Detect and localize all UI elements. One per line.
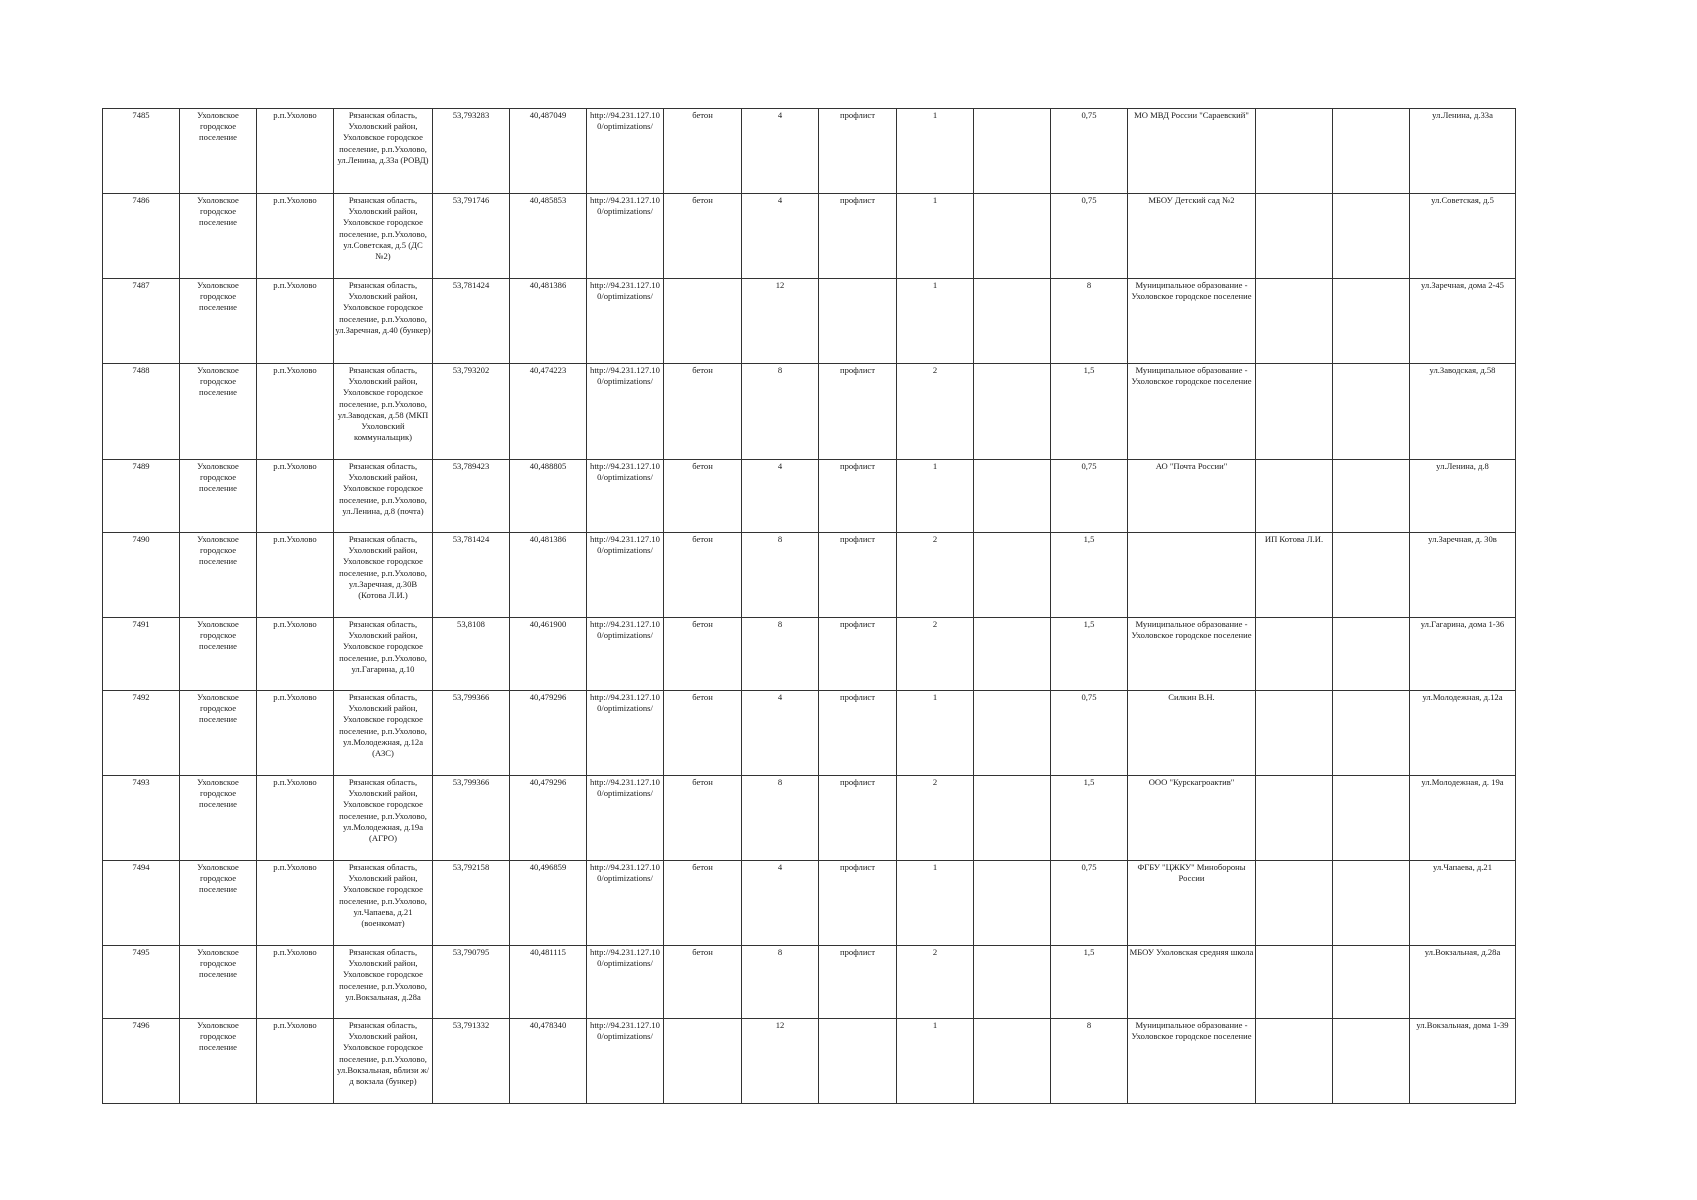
cell-settlement: Ухоловское городское поселение bbox=[180, 618, 257, 691]
cell-locality: р.п.Ухолово bbox=[257, 776, 334, 861]
cell-owner: Муниципальное образование - Ухоловское городское поселение bbox=[1128, 279, 1256, 364]
cell-owner: Муниципальное образование - Ухоловское городское поселение bbox=[1128, 1019, 1256, 1104]
cell-base-material: бетон bbox=[664, 109, 742, 194]
cell-latitude: 53,799366 bbox=[433, 691, 510, 776]
cell-containers: 1 bbox=[897, 691, 974, 776]
cell-owner: АО "Почта России" bbox=[1128, 460, 1256, 533]
cell-longitude: 40,474223 bbox=[510, 364, 587, 460]
table-row bbox=[103, 618, 1516, 691]
cell-sources: ул.Ленина, д.8 bbox=[1410, 460, 1516, 533]
cell-col-14 bbox=[1256, 279, 1333, 364]
cell-col-15 bbox=[1333, 364, 1410, 460]
cell-link: http://94.231.127.100/optimizations/ bbox=[587, 691, 664, 776]
cell-number: 7485 bbox=[103, 109, 180, 194]
cell-col-11 bbox=[974, 1019, 1051, 1104]
table-row bbox=[103, 533, 1516, 618]
cell-col-15 bbox=[1333, 691, 1410, 776]
cell-volume: 0,75 bbox=[1051, 194, 1128, 279]
cell-containers: 1 bbox=[897, 460, 974, 533]
cell-col-14 bbox=[1256, 691, 1333, 776]
cell-col-15 bbox=[1333, 194, 1410, 279]
cell-volume: 8 bbox=[1051, 1019, 1128, 1104]
cell-link: http://94.231.127.100/optimizations/ bbox=[587, 776, 664, 861]
cell-base-material: бетон bbox=[664, 618, 742, 691]
cell-containers: 1 bbox=[897, 279, 974, 364]
cell-containers: 1 bbox=[897, 109, 974, 194]
cell-longitude: 40,496859 bbox=[510, 861, 587, 946]
cell-locality: р.п.Ухолово bbox=[257, 194, 334, 279]
cell-volume: 1,5 bbox=[1051, 946, 1128, 1019]
cell-fence-material: профлист bbox=[819, 861, 897, 946]
cell-address: Рязанская область, Ухоловский район, Ухоловское городское поселение, р.п.Ухолово, ул.Гагарина, д.10 bbox=[334, 618, 433, 691]
cell-settlement: Ухоловское городское поселение bbox=[180, 861, 257, 946]
cell-col-15 bbox=[1333, 1019, 1410, 1104]
cell-col-14 bbox=[1256, 460, 1333, 533]
cell-fence-material bbox=[819, 1019, 897, 1104]
cell-col-14 bbox=[1256, 946, 1333, 1019]
cell-link: http://94.231.127.100/optimizations/ bbox=[587, 364, 664, 460]
cell-settlement: Ухоловское городское поселение bbox=[180, 460, 257, 533]
cell-number: 7489 bbox=[103, 460, 180, 533]
cell-fence-material: профлист bbox=[819, 691, 897, 776]
cell-latitude: 53,789423 bbox=[433, 460, 510, 533]
cell-volume: 1,5 bbox=[1051, 533, 1128, 618]
cell-col-14 bbox=[1256, 861, 1333, 946]
cell-number: 7486 bbox=[103, 194, 180, 279]
cell-sources: ул.Гагарина, дома 1-36 bbox=[1410, 618, 1516, 691]
cell-containers: 2 bbox=[897, 776, 974, 861]
cell-col-11 bbox=[974, 109, 1051, 194]
cell-area: 4 bbox=[742, 460, 819, 533]
cell-base-material: бетон bbox=[664, 194, 742, 279]
cell-area: 8 bbox=[742, 776, 819, 861]
cell-address: Рязанская область, Ухоловский район, Ухоловское городское поселение, р.п.Ухолово, ул.Заводская, д.58 (МКП Ухоловский коммунальщик) bbox=[334, 364, 433, 460]
table-row bbox=[103, 279, 1516, 364]
cell-base-material: бетон bbox=[664, 776, 742, 861]
cell-address: Рязанская область, Ухоловский район, Ухоловское городское поселение, р.п.Ухолово, ул.Вокзальная, вблизи ж/д вокзала (бункер) bbox=[334, 1019, 433, 1104]
cell-sources: ул.Чапаева, д.21 bbox=[1410, 861, 1516, 946]
cell-col-11 bbox=[974, 618, 1051, 691]
cell-number: 7488 bbox=[103, 364, 180, 460]
cell-fence-material: профлист bbox=[819, 533, 897, 618]
cell-address: Рязанская область, Ухоловский район, Ухоловское городское поселение, р.п.Ухолово, ул.Заречная, д.30В (Котова Л.И.) bbox=[334, 533, 433, 618]
cell-col-14: ИП Котова Л.И. bbox=[1256, 533, 1333, 618]
cell-locality: р.п.Ухолово bbox=[257, 618, 334, 691]
cell-latitude: 53,8108 bbox=[433, 618, 510, 691]
cell-latitude: 53,793283 bbox=[433, 109, 510, 194]
cell-col-15 bbox=[1333, 861, 1410, 946]
cell-col-11 bbox=[974, 279, 1051, 364]
cell-number: 7496 bbox=[103, 1019, 180, 1104]
cell-area: 4 bbox=[742, 194, 819, 279]
cell-latitude: 53,781424 bbox=[433, 279, 510, 364]
cell-settlement: Ухоловское городское поселение bbox=[180, 776, 257, 861]
cell-col-11 bbox=[974, 691, 1051, 776]
cell-fence-material: профлист bbox=[819, 776, 897, 861]
cell-locality: р.п.Ухолово bbox=[257, 691, 334, 776]
cell-number: 7492 bbox=[103, 691, 180, 776]
cell-longitude: 40,478340 bbox=[510, 1019, 587, 1104]
cell-containers: 1 bbox=[897, 1019, 974, 1104]
cell-address: Рязанская область, Ухоловский район, Ухоловское городское поселение, р.п.Ухолово, ул.Чапаева, д.21 (военкомат) bbox=[334, 861, 433, 946]
cell-containers: 2 bbox=[897, 618, 974, 691]
cell-link: http://94.231.127.100/optimizations/ bbox=[587, 861, 664, 946]
cell-base-material: бетон bbox=[664, 946, 742, 1019]
cell-containers: 1 bbox=[897, 194, 974, 279]
cell-volume: 0,75 bbox=[1051, 861, 1128, 946]
cell-settlement: Ухоловское городское поселение bbox=[180, 279, 257, 364]
cell-volume: 1,5 bbox=[1051, 618, 1128, 691]
cell-col-14 bbox=[1256, 1019, 1333, 1104]
cell-base-material: бетон bbox=[664, 691, 742, 776]
cell-longitude: 40,488805 bbox=[510, 460, 587, 533]
cell-volume: 0,75 bbox=[1051, 460, 1128, 533]
cell-col-11 bbox=[974, 533, 1051, 618]
cell-locality: р.п.Ухолово bbox=[257, 460, 334, 533]
cell-sources: ул.Молодежная, д.12а bbox=[1410, 691, 1516, 776]
cell-area: 8 bbox=[742, 946, 819, 1019]
cell-latitude: 53,790795 bbox=[433, 946, 510, 1019]
cell-col-11 bbox=[974, 861, 1051, 946]
cell-area: 8 bbox=[742, 533, 819, 618]
cell-col-14 bbox=[1256, 776, 1333, 861]
cell-latitude: 53,791746 bbox=[433, 194, 510, 279]
cell-volume: 0,75 bbox=[1051, 109, 1128, 194]
cell-settlement: Ухоловское городское поселение bbox=[180, 946, 257, 1019]
table-row bbox=[103, 776, 1516, 861]
cell-longitude: 40,487049 bbox=[510, 109, 587, 194]
table-row bbox=[103, 109, 1516, 194]
cell-sources: ул.Вокзальная, дома 1-39 bbox=[1410, 1019, 1516, 1104]
cell-fence-material: профлист bbox=[819, 618, 897, 691]
cell-locality: р.п.Ухолово bbox=[257, 946, 334, 1019]
table-row bbox=[103, 946, 1516, 1019]
cell-latitude: 53,799366 bbox=[433, 776, 510, 861]
cell-area: 8 bbox=[742, 618, 819, 691]
cell-containers: 2 bbox=[897, 364, 974, 460]
cell-base-material: бетон bbox=[664, 460, 742, 533]
cell-sources: ул.Заречная, дома 2-45 bbox=[1410, 279, 1516, 364]
cell-col-11 bbox=[974, 194, 1051, 279]
cell-settlement: Ухоловское городское поселение bbox=[180, 109, 257, 194]
cell-col-14 bbox=[1256, 618, 1333, 691]
cell-owner: ФГБУ "ЦЖКУ" Минобороны России bbox=[1128, 861, 1256, 946]
cell-longitude: 40,485853 bbox=[510, 194, 587, 279]
cell-locality: р.п.Ухолово bbox=[257, 533, 334, 618]
cell-sources: ул.Заречная, д. 30в bbox=[1410, 533, 1516, 618]
cell-col-11 bbox=[974, 364, 1051, 460]
cell-link: http://94.231.127.100/optimizations/ bbox=[587, 533, 664, 618]
cell-owner bbox=[1128, 533, 1256, 618]
cell-area: 4 bbox=[742, 109, 819, 194]
cell-col-14 bbox=[1256, 364, 1333, 460]
cell-col-15 bbox=[1333, 776, 1410, 861]
cell-longitude: 40,479296 bbox=[510, 776, 587, 861]
cell-locality: р.п.Ухолово bbox=[257, 364, 334, 460]
cell-latitude: 53,791332 bbox=[433, 1019, 510, 1104]
cell-volume: 1,5 bbox=[1051, 776, 1128, 861]
cell-settlement: Ухоловское городское поселение bbox=[180, 1019, 257, 1104]
table-row bbox=[103, 194, 1516, 279]
cell-link: http://94.231.127.100/optimizations/ bbox=[587, 618, 664, 691]
cell-address: Рязанская область, Ухоловский район, Ухоловское городское поселение, р.п.Ухолово, ул.Вокзальная, д.28а bbox=[334, 946, 433, 1019]
cell-col-15 bbox=[1333, 460, 1410, 533]
cell-owner: МО МВД России "Сараевский" bbox=[1128, 109, 1256, 194]
cell-number: 7493 bbox=[103, 776, 180, 861]
cell-owner: Муниципальное образование - Ухоловское городское поселение bbox=[1128, 618, 1256, 691]
cell-link: http://94.231.127.100/optimizations/ bbox=[587, 1019, 664, 1104]
table-row bbox=[103, 861, 1516, 946]
cell-sources: ул.Заводская, д.58 bbox=[1410, 364, 1516, 460]
cell-longitude: 40,481115 bbox=[510, 946, 587, 1019]
cell-latitude: 53,793202 bbox=[433, 364, 510, 460]
cell-longitude: 40,461900 bbox=[510, 618, 587, 691]
cell-settlement: Ухоловское городское поселение bbox=[180, 364, 257, 460]
cell-fence-material: профлист bbox=[819, 460, 897, 533]
cell-base-material: бетон bbox=[664, 533, 742, 618]
cell-settlement: Ухоловское городское поселение bbox=[180, 691, 257, 776]
cell-volume: 8 bbox=[1051, 279, 1128, 364]
cell-longitude: 40,481386 bbox=[510, 533, 587, 618]
cell-address: Рязанская область, Ухоловский район, Ухоловское городское поселение, р.п.Ухолово, ул.Заречная, д.40 (бункер) bbox=[334, 279, 433, 364]
registry-table bbox=[102, 108, 1516, 1104]
cell-longitude: 40,481386 bbox=[510, 279, 587, 364]
cell-base-material bbox=[664, 279, 742, 364]
cell-fence-material: профлист bbox=[819, 194, 897, 279]
cell-fence-material: профлист bbox=[819, 364, 897, 460]
registry-body bbox=[103, 109, 1516, 1104]
cell-area: 8 bbox=[742, 364, 819, 460]
cell-address: Рязанская область, Ухоловский район, Ухоловское городское поселение, р.п.Ухолово, ул.Ленина, д.8 (почта) bbox=[334, 460, 433, 533]
cell-locality: р.п.Ухолово bbox=[257, 109, 334, 194]
cell-owner: Силкин В.Н. bbox=[1128, 691, 1256, 776]
cell-locality: р.п.Ухолово bbox=[257, 1019, 334, 1104]
cell-number: 7490 bbox=[103, 533, 180, 618]
cell-owner: Муниципальное образование - Ухоловское городское поселение bbox=[1128, 364, 1256, 460]
cell-latitude: 53,781424 bbox=[433, 533, 510, 618]
cell-settlement: Ухоловское городское поселение bbox=[180, 533, 257, 618]
table-row bbox=[103, 460, 1516, 533]
cell-sources: ул.Советская, д.5 bbox=[1410, 194, 1516, 279]
cell-link: http://94.231.127.100/optimizations/ bbox=[587, 194, 664, 279]
cell-fence-material bbox=[819, 279, 897, 364]
cell-sources: ул.Молодежная, д. 19а bbox=[1410, 776, 1516, 861]
cell-number: 7487 bbox=[103, 279, 180, 364]
cell-settlement: Ухоловское городское поселение bbox=[180, 194, 257, 279]
cell-col-11 bbox=[974, 460, 1051, 533]
cell-link: http://94.231.127.100/optimizations/ bbox=[587, 109, 664, 194]
cell-address: Рязанская область, Ухоловский район, Ухоловское городское поселение, р.п.Ухолово, ул.Молодежная, д.12а (АЗС) bbox=[334, 691, 433, 776]
cell-sources: ул.Вокзальная, д.28а bbox=[1410, 946, 1516, 1019]
cell-number: 7494 bbox=[103, 861, 180, 946]
cell-locality: р.п.Ухолово bbox=[257, 279, 334, 364]
cell-col-15 bbox=[1333, 533, 1410, 618]
cell-col-15 bbox=[1333, 109, 1410, 194]
cell-latitude: 53,792158 bbox=[433, 861, 510, 946]
cell-volume: 0,75 bbox=[1051, 691, 1128, 776]
cell-base-material bbox=[664, 1019, 742, 1104]
table-row bbox=[103, 364, 1516, 460]
cell-col-15 bbox=[1333, 279, 1410, 364]
cell-col-14 bbox=[1256, 194, 1333, 279]
cell-col-11 bbox=[974, 776, 1051, 861]
cell-longitude: 40,479296 bbox=[510, 691, 587, 776]
cell-area: 4 bbox=[742, 691, 819, 776]
cell-owner: ООО "Курскагроактив" bbox=[1128, 776, 1256, 861]
cell-link: http://94.231.127.100/optimizations/ bbox=[587, 946, 664, 1019]
cell-fence-material: профлист bbox=[819, 109, 897, 194]
cell-volume: 1,5 bbox=[1051, 364, 1128, 460]
table-row bbox=[103, 1019, 1516, 1104]
cell-link: http://94.231.127.100/optimizations/ bbox=[587, 279, 664, 364]
cell-number: 7495 bbox=[103, 946, 180, 1019]
cell-col-15 bbox=[1333, 618, 1410, 691]
cell-owner: МБОУ Ухоловская средняя школа bbox=[1128, 946, 1256, 1019]
cell-base-material: бетон bbox=[664, 861, 742, 946]
cell-address: Рязанская область, Ухоловский район, Ухоловское городское поселение, р.п.Ухолово, ул.Советская, д.5 (ДС №2) bbox=[334, 194, 433, 279]
cell-address: Рязанская область, Ухоловский район, Ухоловское городское поселение, р.п.Ухолово, ул.Ленина, д.33а (РОВД) bbox=[334, 109, 433, 194]
cell-number: 7491 bbox=[103, 618, 180, 691]
cell-address: Рязанская область, Ухоловский район, Ухоловское городское поселение, р.п.Ухолово, ул.Молодежная, д.19а (АГРО) bbox=[334, 776, 433, 861]
cell-area: 4 bbox=[742, 861, 819, 946]
cell-fence-material: профлист bbox=[819, 946, 897, 1019]
cell-col-11 bbox=[974, 946, 1051, 1019]
cell-containers: 2 bbox=[897, 946, 974, 1019]
cell-sources: ул.Ленина, д.33а bbox=[1410, 109, 1516, 194]
cell-area: 12 bbox=[742, 279, 819, 364]
cell-col-15 bbox=[1333, 946, 1410, 1019]
cell-locality: р.п.Ухолово bbox=[257, 861, 334, 946]
table-row bbox=[103, 691, 1516, 776]
cell-owner: МБОУ Детский сад №2 bbox=[1128, 194, 1256, 279]
cell-area: 12 bbox=[742, 1019, 819, 1104]
cell-col-14 bbox=[1256, 109, 1333, 194]
cell-link: http://94.231.127.100/optimizations/ bbox=[587, 460, 664, 533]
cell-base-material: бетон bbox=[664, 364, 742, 460]
cell-containers: 1 bbox=[897, 861, 974, 946]
cell-containers: 2 bbox=[897, 533, 974, 618]
